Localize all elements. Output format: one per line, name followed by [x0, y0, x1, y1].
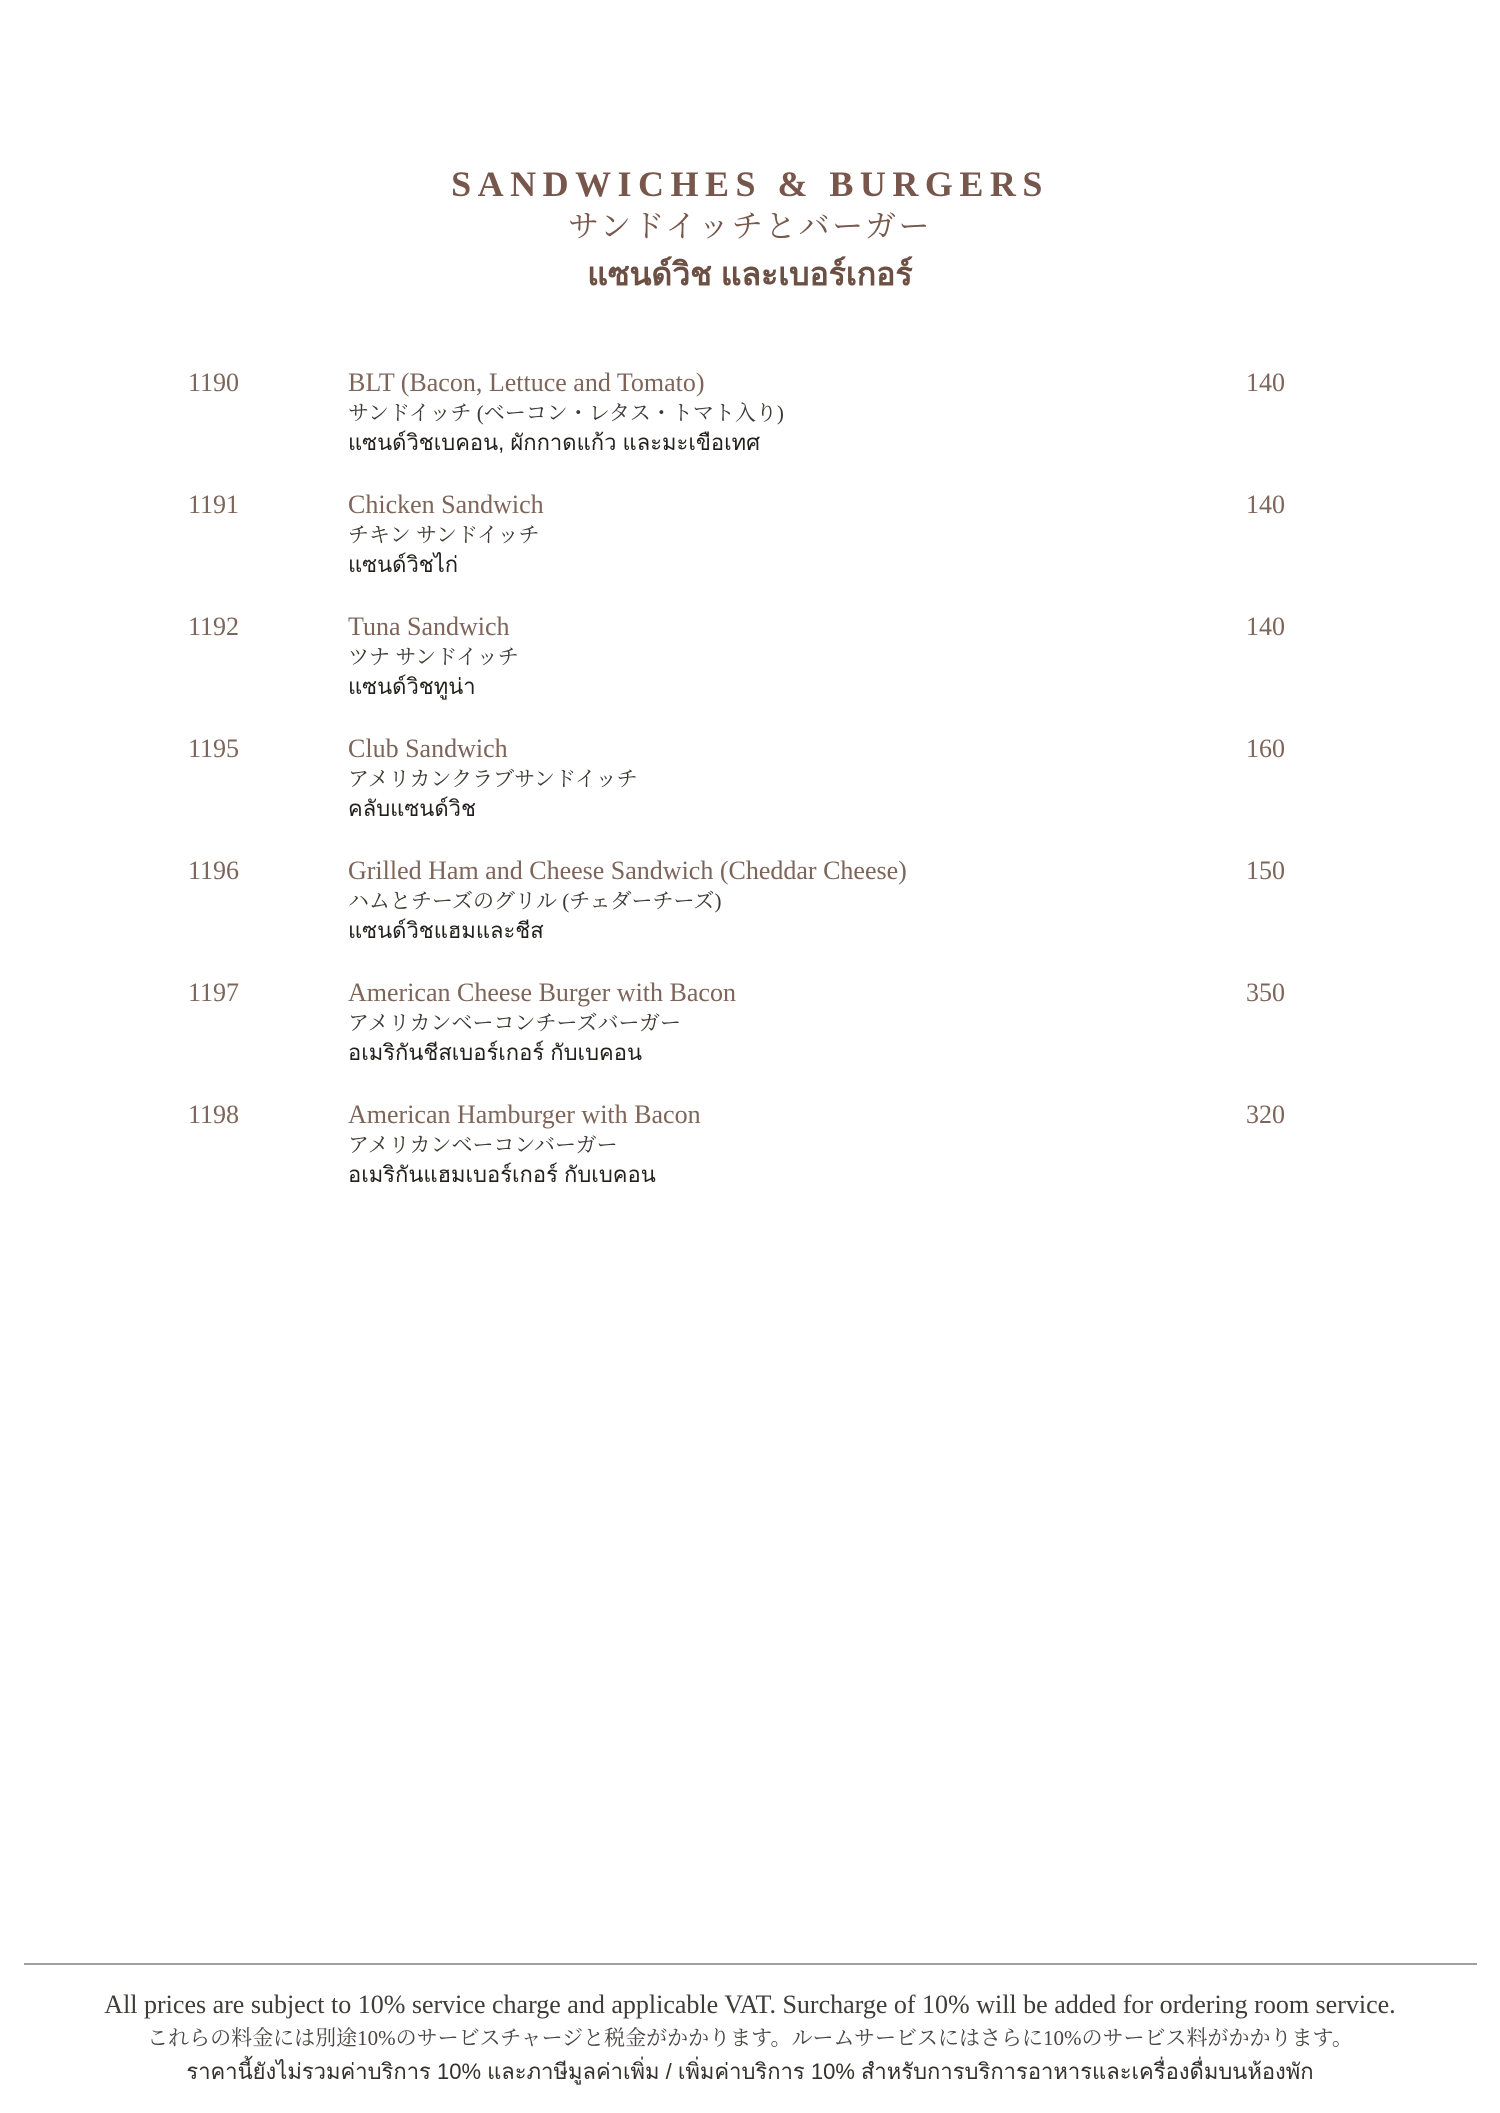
- item-name-japanese: アメリカンベーコンチーズバーガー: [348, 1011, 682, 1035]
- item-name-english: Chicken Sandwich: [348, 490, 544, 519]
- menu-item: [188, 368, 1285, 458]
- menu-item-list: [188, 298, 1285, 1190]
- item-name-thai: อเมริกันชีสเบอร์เกอร์ กับเบคอน: [348, 1040, 643, 1065]
- item-price: 140: [1246, 612, 1285, 641]
- item-name-japanese: ハムとチーズのグリル (チェダーチーズ): [348, 889, 722, 913]
- item-code: 1198: [188, 1100, 240, 1129]
- item-names: [348, 612, 1175, 702]
- menu-item: [188, 734, 1285, 824]
- item-name-japanese: ツナ サンドイッチ: [348, 645, 519, 669]
- item-name-thai: แซนด์วิชแฮมและชีส: [348, 918, 544, 943]
- menu-item: [188, 856, 1285, 946]
- page-title-thai: แซนด์วิช และเบอร์เกอร์: [587, 256, 913, 292]
- footer-notice-japanese: これらの料金には別途10%のサービスチャージと税金がかかります。ルームサービスにはさらに10%のサービス料がかかります。: [147, 2026, 1353, 2050]
- item-code: 1190: [188, 368, 240, 397]
- footer-notice: [0, 1988, 1500, 2088]
- menu-item: [188, 1100, 1285, 1190]
- item-names: [348, 734, 1175, 824]
- item-names: [348, 856, 1175, 946]
- page-title-japanese: サンドイッチとバーガー: [568, 209, 932, 244]
- item-price: 350: [1246, 978, 1285, 1007]
- page-title: SANDWICHES & BURGERS: [451, 164, 1049, 204]
- item-name-english: Grilled Ham and Cheese Sandwich (Cheddar Cheese): [348, 856, 907, 885]
- item-name-thai: แซนด์วิชทูน่า: [348, 674, 476, 699]
- footer-notice-english: All prices are subject to 10% service charge and applicable VAT. Surcharge of 10% will be added for ordering room service.: [104, 1990, 1396, 2019]
- item-code: 1197: [188, 978, 240, 1007]
- menu-item: [188, 978, 1285, 1068]
- item-name-english: Tuna Sandwich: [348, 612, 510, 641]
- item-name-japanese: サンドイッチ (ベーコン・レタス・トマト入り): [348, 401, 784, 425]
- item-name-thai: อเมริกันแฮมเบอร์เกอร์ กับเบคอน: [348, 1162, 656, 1187]
- item-name-japanese: チキン サンドイッチ: [348, 523, 540, 547]
- item-code: 1191: [188, 490, 240, 519]
- footer-divider: [24, 1963, 1477, 1965]
- item-name-english: American Hamburger with Bacon: [348, 1100, 701, 1129]
- item-name-english: American Cheese Burger with Bacon: [348, 978, 736, 1007]
- item-code: 1195: [188, 734, 240, 763]
- item-name-english: Club Sandwich: [348, 734, 508, 763]
- item-name-thai: คลับแซนด์วิช: [348, 796, 476, 821]
- item-names: [348, 368, 1175, 458]
- item-name-thai: แซนด์วิชไก่: [348, 552, 459, 577]
- item-names: [348, 490, 1175, 580]
- menu-item: [188, 612, 1285, 702]
- menu-header: [0, 0, 1500, 298]
- item-price: 140: [1246, 368, 1285, 397]
- item-price: 140: [1246, 490, 1285, 519]
- item-name-thai: แซนด์วิชเบคอน, ผักกาดแก้ว และมะเขือเทศ: [348, 430, 761, 455]
- item-price: 320: [1246, 1100, 1285, 1129]
- item-names: [348, 1100, 1175, 1190]
- footer-notice-thai: ราคานี้ยังไม่รวมค่าบริการ 10% และภาษีมูลค่าเพิ่ม / เพิ่มค่าบริการ 10% สำหรับการบริการอาหารและเครื่องดื่มบนห้องพัก: [186, 2059, 1314, 2084]
- item-name-japanese: アメリカンクラブサンドイッチ: [348, 767, 638, 791]
- item-code: 1192: [188, 612, 240, 641]
- item-names: [348, 978, 1175, 1068]
- item-price: 150: [1246, 856, 1285, 885]
- menu-item: [188, 490, 1285, 580]
- item-code: 1196: [188, 856, 240, 885]
- item-name-english: BLT (Bacon, Lettuce and Tomato): [348, 368, 705, 397]
- item-name-japanese: アメリカンベーコンバーガー: [348, 1133, 618, 1157]
- item-price: 160: [1246, 734, 1285, 763]
